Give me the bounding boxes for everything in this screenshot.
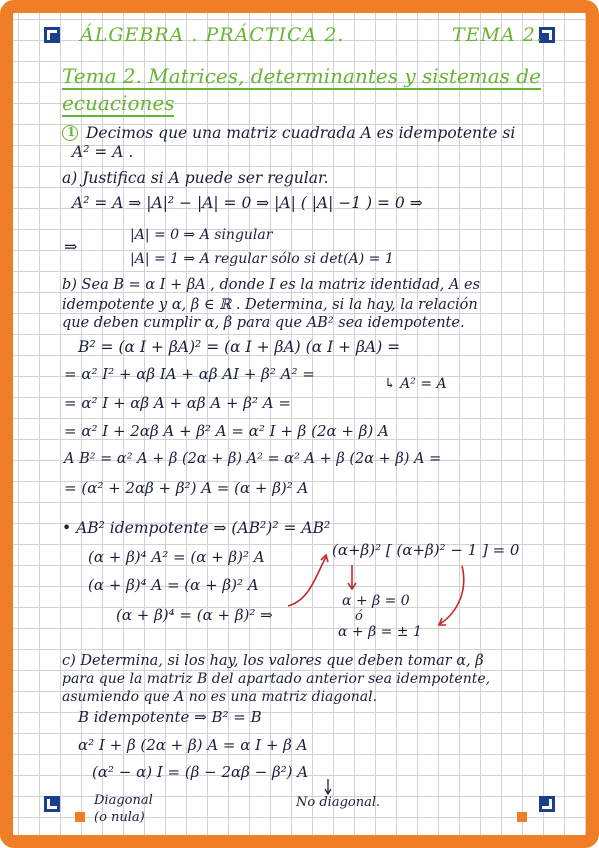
part-a-question: a) Justifica si A puede ser regular. (62, 169, 329, 187)
label-diagonal: Diagonal (94, 793, 153, 808)
part-b-idempotent: • AB² idempotente ⇒ (AB²)² = AB² (62, 519, 331, 537)
label-no-diagonal: No diagonal. (296, 795, 381, 810)
part-b-eq8: (α + β)⁴ A = (α + β)² A (88, 576, 259, 594)
part-b-eq1: B² = (α I + βA)² = (α I + βA) (α I + βA) = (78, 338, 401, 356)
part-c-question-line1: c) Determina, si los hay, los valores que deben tomar α, β (62, 653, 484, 669)
course-title: ÁLGEBRA . PRÁCTICA 2. (80, 24, 345, 46)
part-b-eq3: = α² I + αβ A + αβ A + β² A = (64, 394, 291, 412)
part-b-question-line3: que deben cumplir α, β para que AB² sea idempotente. (62, 315, 465, 331)
part-a-case1: |A| = 0 ⇒ A singular (130, 227, 273, 243)
part-c-question-line3: asumiendo que A no es una matriz diagonal. (62, 689, 378, 705)
part-b-note: ↳ A² = A (384, 376, 447, 392)
part-b-eq4: = α² I + 2αβ A + β² A = α² I + β (2α + β) A (64, 422, 389, 440)
part-b-eq6: = (α² + 2αβ + β²) A = (α + β)² A (64, 479, 309, 497)
arrow-to-solution2 (440, 566, 464, 624)
branch-arrow: ⇒ (64, 237, 78, 256)
part-b-solution2: α + β = ± 1 (338, 624, 422, 640)
part-b-question-line1: b) Sea B = α I + βA , donde I es la matriz identidad, A es (62, 277, 481, 293)
part-b-question-line2: idempotente y α, β ∈ ℝ . Determina, si la hay, la relación (62, 297, 478, 313)
part-b-eq9: (α + β)⁴ = (α + β)² ⇒ (116, 606, 273, 624)
exercise-number: 1 (67, 125, 76, 139)
part-b-eq5: A B² = α² A + β (2α + β) A² = α² A + β (2α + β) A = (64, 451, 442, 467)
part-b-eq7: (α + β)⁴ A² = (α + β)² A (88, 548, 265, 566)
part-c-eq1: B idempotente ⇒ B² = B (78, 708, 262, 726)
part-c-question-line2: para que la matriz B del apartado anterior sea idempotente, (62, 671, 491, 687)
part-b-or: ó (355, 609, 363, 624)
part-b-boxed-factor: (α+β)² [ (α+β)² − 1 ] = 0 (332, 541, 520, 559)
part-a-case2: |A| = 1 ⇒ A regular sólo si det(A) = 1 (130, 251, 394, 267)
topic-title-line2: ecuaciones (62, 91, 175, 115)
part-a-step1: A² = A ⇒ |A|² − |A| = 0 ⇒ |A| ( |A| −1 ) = 0 ⇒ (72, 194, 423, 212)
part-b-eq2: = α² I² + αβ IA + αβ AI + β² A² = (64, 365, 315, 383)
part-c-eq2: α² I + β (2α + β) A = α I + β A (78, 736, 308, 754)
part-b-solution1: α + β = 0 (342, 593, 410, 609)
topic-title-line1: Tema 2. Matrices, determinantes y sistemas de (62, 64, 541, 88)
exercise-statement-line1: Decimos que una matriz cuadrada A es idempotente si (86, 124, 516, 142)
exercise-statement-line2: A² = A . (72, 143, 134, 161)
arrow-to-factor (288, 557, 326, 606)
label-diagonal-null: (o nula) (94, 810, 145, 825)
tema-label: TEMA 2. (452, 24, 543, 46)
part-c-eq3: (α² − α) I = (β − 2αβ − β²) A (92, 763, 309, 781)
